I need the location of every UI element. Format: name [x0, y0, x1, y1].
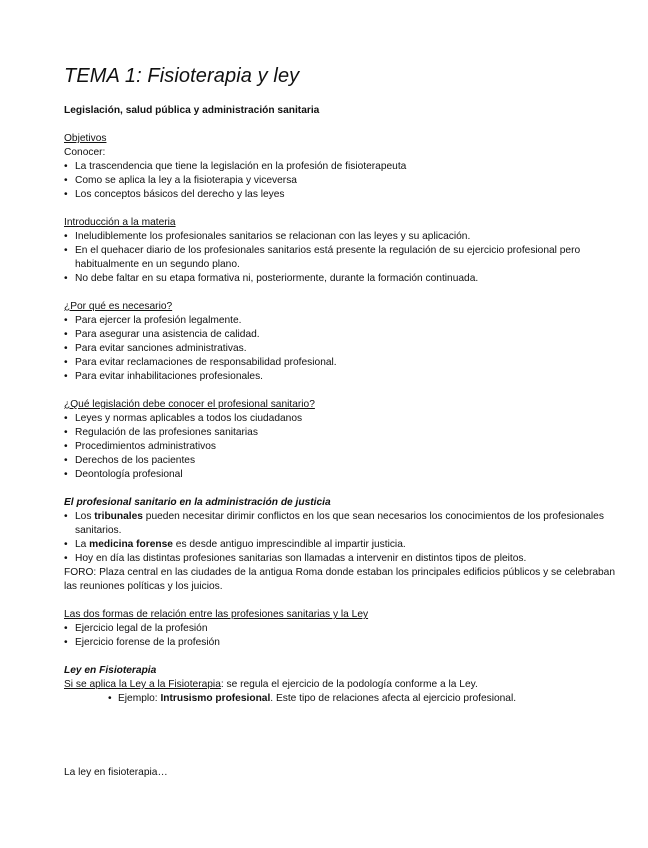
list-item: • Para evitar reclamaciones de responsabilidad profesional. — [64, 356, 624, 370]
introduccion-list — [64, 230, 624, 286]
list-item: • Los conceptos básicos del derecho y las leyes — [64, 188, 624, 202]
text-run: La — [75, 539, 90, 550]
list-item: • Para asegurar una asistencia de calidad. — [64, 328, 624, 342]
objetivos-heading: Objetivos — [64, 133, 107, 144]
text-run: . Este tipo de relaciones afecta al ejercicio profesional. — [270, 693, 517, 704]
foro-definition: FORO: Plaza central en las ciudades de la antigua Roma donde estaban los principales edificios públicos y se celebraban las reuniones políticas y los juicios. — [64, 567, 616, 592]
justicia-heading: El profesional sanitario en la administración de justicia — [64, 497, 331, 508]
formas-heading: Las dos formas de relación entre las profesiones sanitarias y la Ley — [64, 609, 369, 620]
list-item — [64, 538, 624, 552]
closing-line: La ley en fisioterapia… — [64, 767, 168, 778]
list-item: • Deontología profesional — [64, 468, 624, 482]
bold-term: tribunales — [94, 511, 143, 522]
document-body — [64, 62, 624, 706]
list-item: • Para evitar sanciones administrativas. — [64, 342, 624, 356]
list-item: • Ineludiblemente los profesionales sanitarios se relacionan con las leyes y su aplicación. — [64, 230, 624, 244]
introduccion-heading: Introducción a la materia — [64, 217, 176, 228]
objetivos-list — [64, 160, 624, 202]
text-run: Los — [75, 511, 95, 522]
objetivos-intro: Conocer: — [64, 147, 106, 158]
list-item: • La trascendencia que tiene la legislación en la profesión de fisioterapeuta — [64, 160, 624, 174]
list-item: • Leyes y normas aplicables a todos los ciudadanos — [64, 412, 624, 426]
page-title: TEMA 1: Fisioterapia y ley — [64, 65, 300, 87]
underlined-phrase: Si se aplica la Ley a la Fisioterapia — [64, 679, 221, 690]
list-item: • Para evitar inhabilitaciones profesionales. — [64, 370, 624, 384]
list-item: • En el quehacer diario de los profesionales sanitarios está presente la regulación de su ejercicio profesional pero habitualmente en un segundo plano. — [64, 244, 624, 272]
legislacion-list — [64, 412, 624, 482]
bold-term: medicina forense — [89, 539, 173, 550]
justicia-list — [64, 510, 624, 566]
document-subtitle: Legislación, salud pública y administración sanitaria — [64, 105, 320, 116]
sub-bullet-dot: • — [108, 693, 112, 704]
text-run: : se regula el ejercicio de la podología conforme a la Ley. — [220, 679, 478, 690]
text-run: pueden necesitar dirimir conflictos en los que sean necesarios los conocimientos de los profesionales sanitarios. — [75, 511, 604, 536]
ley-fisio-line — [64, 678, 624, 692]
ejemplo-line — [64, 692, 624, 706]
ley-fisio-heading: Ley en Fisioterapia — [64, 665, 157, 676]
list-item: • Ejercicio legal de la profesión — [64, 622, 624, 636]
legislacion-heading: ¿Qué legislación debe conocer el profesional sanitario? — [64, 399, 315, 410]
text-run: Ejemplo: — [118, 693, 161, 704]
list-item: • Hoy en día las distintas profesiones sanitarias son llamadas a intervenir en distintos tipos de pleitos. — [64, 552, 624, 566]
list-item: • No debe faltar en su etapa formativa ni, posteriormente, durante la formación continuada. — [64, 272, 624, 286]
bold-term: Intrusismo profesional — [160, 693, 271, 704]
list-item: • Derechos de los pacientes — [64, 454, 624, 468]
list-item — [64, 510, 624, 538]
list-item: • Como se aplica la ley a la fisioterapia y viceversa — [64, 174, 624, 188]
list-item: • Procedimientos administrativos — [64, 440, 624, 454]
porque-list — [64, 314, 624, 384]
list-item: • Ejercicio forense de la profesión — [64, 636, 624, 650]
porque-heading: ¿Por qué es necesario? — [64, 301, 173, 312]
formas-list — [64, 622, 624, 650]
list-item: • Para ejercer la profesión legalmente. — [64, 314, 624, 328]
text-run: es desde antiguo imprescindible al impartir justicia. — [172, 539, 406, 550]
list-item: • Regulación de las profesiones sanitarias — [64, 426, 624, 440]
